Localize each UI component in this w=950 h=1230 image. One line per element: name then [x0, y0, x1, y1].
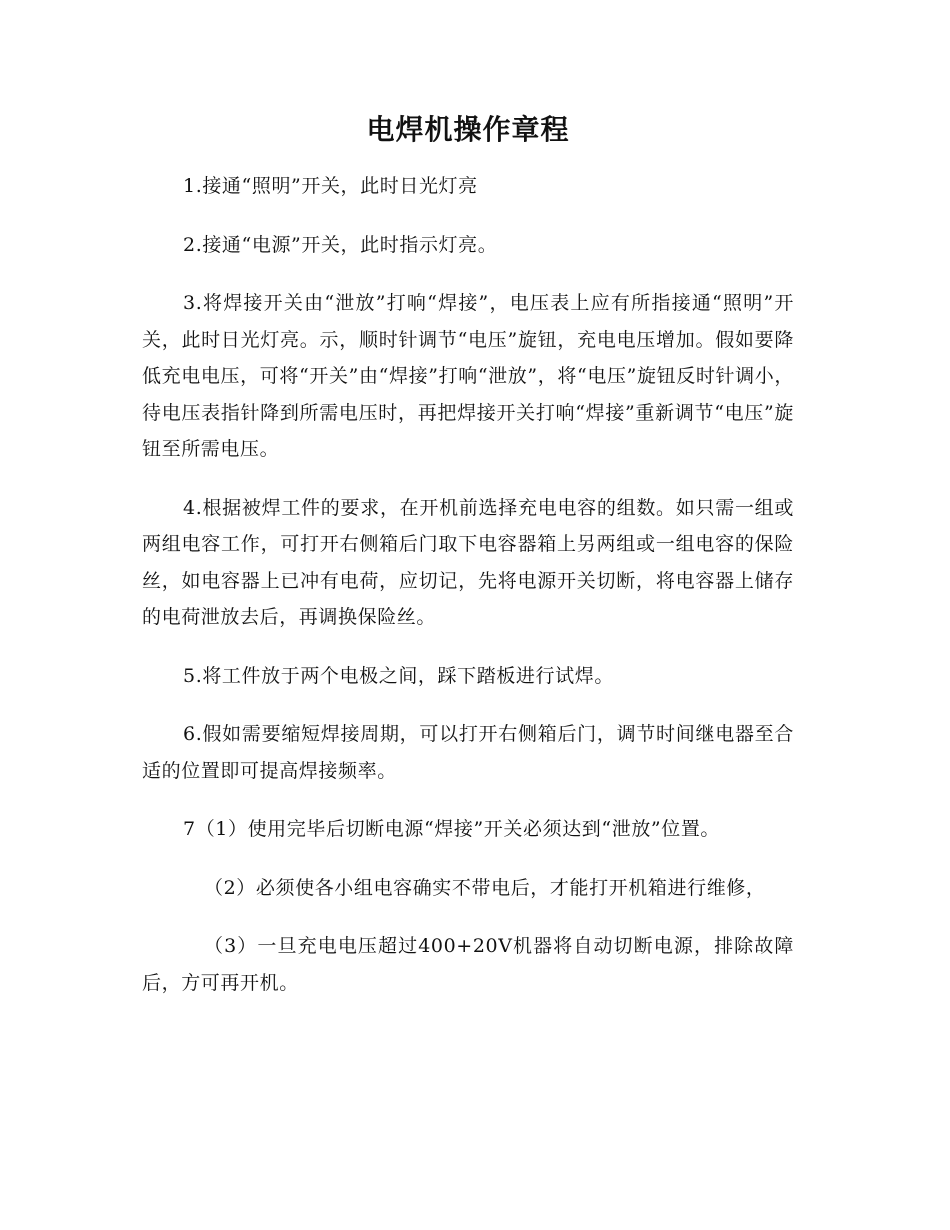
step-7-2-paragraph: （2）必须使各小组电容确实不带电后，才能打开机箱进行维修， — [204, 876, 766, 899]
document-title: 电焊机操作章程 — [366, 113, 570, 146]
step-5-paragraph: 5.将工件放于两个电极之间，踩下踏板进行试焊。 — [183, 664, 614, 687]
step-7-3-paragraph: （3）一旦充电电压超过400+20V机器将自动切断电源，排除故障后，方可再开机。 — [142, 935, 794, 994]
step-3-paragraph: 3.将焊接开关由“泄放”打响“焊接”，电压表上应有所指接通“照明”开关，此时日光灯亮。示，顺时针调节“电压”旋钮，充电电压增加。假如要降低充电电压，可将“开关”由“焊接”打响“泄放”，将“电压”旋钮反时针调小，待电压表指针降到所需电压时，再把焊接开关打响“焊接”重新调节“电压”旋钮至所需电压。 — [142, 292, 794, 460]
step-4-paragraph: 4.根据被焊工件的要求，在开机前选择充电电容的组数。如只需一组或两组电容工作，可打开右侧箱后门取下电容器箱上另两组或一组电容的保险丝，如电容器上已冲有电荷，应切记，先将电源开关切断，将电容器上储存的电荷泄放去后，再调换保险丝。 — [142, 496, 794, 628]
step-7-1-paragraph: 7（1）使用完毕后切断电源“焊接”开关必须达到“泄放”位置。 — [183, 818, 721, 840]
document-page — [142, 110, 794, 1023]
step-1-paragraph: 1.接通“照明”开关，此时日光灯亮 — [183, 175, 478, 197]
step-6-paragraph: 6.假如需要缩短焊接周期，可以打开右侧箱后门，调节时间继电器至合适的位置即可提高焊接频率。 — [142, 723, 794, 782]
step-2-paragraph: 2.接通“电源”开关，此时指示灯亮。 — [183, 233, 498, 256]
